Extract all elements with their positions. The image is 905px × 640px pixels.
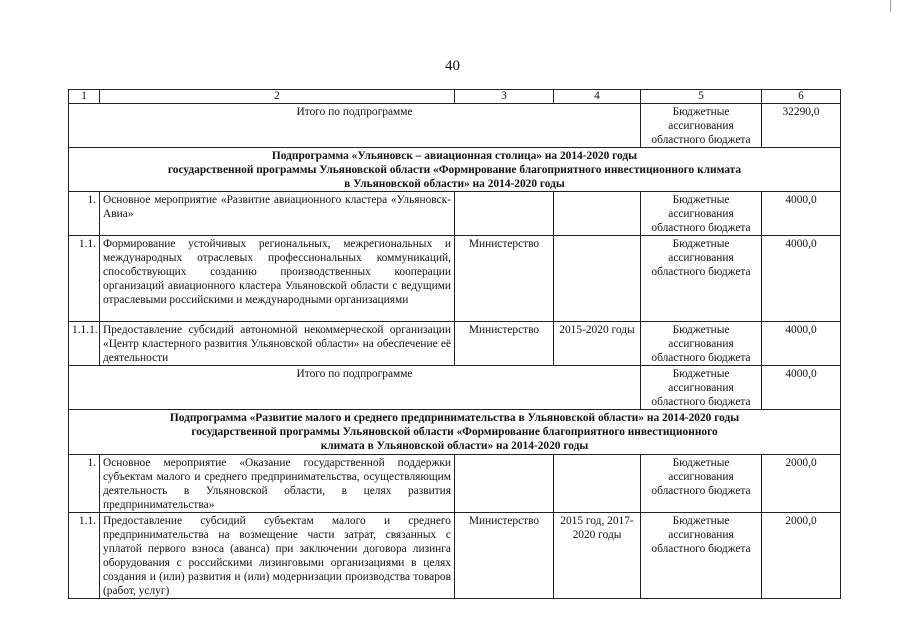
measure-row xyxy=(69,192,841,236)
subprogram-title-line: Подпрограмма «Развитие малого и среднего предпринимательства в Ульяновской области» на 2014-2020 годы xyxy=(169,412,740,424)
subprogram-title-line: климата в Ульяновской области» на 2014-2020 годы xyxy=(320,440,589,452)
item-number: 1.1. xyxy=(69,513,100,599)
column-number-row xyxy=(69,90,841,104)
measure-row xyxy=(69,513,841,599)
total-label: Итого по подпрограмме xyxy=(69,104,641,148)
period-cell: 2015-2020 годы xyxy=(554,322,641,366)
col-header-4: 4 xyxy=(554,90,641,104)
amount-cell: 32290,0 xyxy=(762,104,841,148)
funding-source-line: Бюджетные xyxy=(672,194,730,206)
item-number: 1.1. xyxy=(69,236,100,322)
col-header-5: 5 xyxy=(641,90,762,104)
subprogram-title xyxy=(69,410,841,455)
funding-source-line: областного бюджета xyxy=(651,352,751,364)
col-header-3: 3 xyxy=(455,90,554,104)
amount-cell: 2000,0 xyxy=(762,513,841,599)
funding-source-cell xyxy=(641,236,762,322)
funding-source-line: Бюджетные xyxy=(672,324,730,336)
subprogram-title xyxy=(69,148,841,192)
executor-cell: Министерство xyxy=(455,236,554,322)
amount-cell: 4000,0 xyxy=(762,366,841,410)
subprogram-total-row xyxy=(69,104,841,148)
subprogram-title-line: в Ульяновской области» на 2014-2020 годы xyxy=(344,178,565,190)
funding-source-line: областного бюджета xyxy=(651,222,751,234)
period-cell xyxy=(554,455,641,513)
amount-cell: 4000,0 xyxy=(762,322,841,366)
funding-source-cell xyxy=(641,192,762,236)
period-cell xyxy=(554,192,641,236)
col-header-6: 6 xyxy=(762,90,841,104)
funding-source-line: областного бюджета xyxy=(651,543,751,555)
item-number: 1.1.1. xyxy=(69,322,100,366)
funding-source-line: Бюджетные xyxy=(672,106,730,118)
funding-source-line: Бюджетные xyxy=(672,457,730,469)
period-cell: 2015 год, 2017-2020 годы xyxy=(554,513,641,599)
funding-source-line: областного бюджета xyxy=(651,134,751,146)
executor-cell xyxy=(455,455,554,513)
subprogram-total-row xyxy=(69,366,841,410)
subprogram-title-line: государственной программы Ульяновской области «Формирование благоприятного инвестиционного xyxy=(191,426,718,438)
measure-description: Основное мероприятие «Оказание государственной поддержки субъектам малого и среднего предпринимательства, осуществляющим деятельность в Ульяновской области, в целях развития предпринимательства» xyxy=(100,455,455,513)
funding-source-line: Бюджетные xyxy=(672,515,730,527)
executor-cell: Министерство xyxy=(455,322,554,366)
measure-row xyxy=(69,322,841,366)
funding-source-line: ассигнования xyxy=(668,382,734,394)
total-label: Итого по подпрограмме xyxy=(69,366,641,410)
measure-row xyxy=(69,455,841,513)
funding-source-cell xyxy=(641,455,762,513)
executor-cell xyxy=(455,192,554,236)
funding-source-line: ассигнования xyxy=(668,471,734,483)
subprogram-title-line: государственной программы Ульяновской области «Формирование благоприятного инвестиционного климата xyxy=(167,164,742,176)
funding-source-line: ассигнования xyxy=(668,120,734,132)
amount-cell: 4000,0 xyxy=(762,236,841,322)
item-number: 1. xyxy=(69,192,100,236)
measure-description: Предоставление субсидий автономной некоммерческой организации «Центр кластерного развития Ульяновской области» на обеспечение её деятельности xyxy=(100,322,455,366)
funding-source-cell xyxy=(641,322,762,366)
funding-source-line: ассигнования xyxy=(668,529,734,541)
funding-source-cell xyxy=(641,513,762,599)
executor-cell: Министерство xyxy=(455,513,554,599)
scan-edge-mark xyxy=(890,0,891,12)
funding-source-cell xyxy=(641,104,762,148)
col-header-1: 1 xyxy=(69,90,100,104)
budget-table xyxy=(68,89,841,599)
measure-description: Основное мероприятие «Развитие авиационного кластера «Ульяновск-Авиа» xyxy=(100,192,455,236)
col-header-2: 2 xyxy=(100,90,455,104)
measure-description: Предоставление субсидий субъектам малого и среднего предпринимательства на возмещение части затрат, связанных с уплатой первого взноса (аванса) при заключении договора лизинга оборудования с российскими лизинговыми организациями в целях создания и (или) развития и (или) модернизации производства товаров (работ, услуг) xyxy=(100,513,455,599)
funding-source-line: Бюджетные xyxy=(672,238,730,250)
amount-cell: 4000,0 xyxy=(762,192,841,236)
amount-cell: 2000,0 xyxy=(762,455,841,513)
funding-source-line: областного бюджета xyxy=(651,266,751,278)
funding-source-line: ассигнования xyxy=(668,208,734,220)
funding-source-line: областного бюджета xyxy=(651,485,751,497)
page-number: 40 xyxy=(445,58,460,74)
measure-row xyxy=(69,236,841,322)
funding-source-line: Бюджетные xyxy=(672,368,730,380)
subprogram-header-row xyxy=(69,410,841,455)
item-number: 1. xyxy=(69,455,100,513)
funding-source-cell xyxy=(641,366,762,410)
subprogram-title-line: Подпрограмма «Ульяновск – авиационная столица» на 2014-2020 годы xyxy=(271,150,638,162)
funding-source-line: областного бюджета xyxy=(651,396,751,408)
funding-source-line: ассигнования xyxy=(668,338,734,350)
measure-description: Формирование устойчивых региональных, межрегиональных и международных отраслевых профессиональных коммуникаций, способствующих созданию производственных кооперации организаций авиационного кластера Ульяновской области с ведущими отраслевыми российскими и международными организациями xyxy=(100,236,455,322)
funding-source-line: ассигнования xyxy=(668,252,734,264)
period-cell xyxy=(554,236,641,322)
subprogram-header-row xyxy=(69,148,841,192)
